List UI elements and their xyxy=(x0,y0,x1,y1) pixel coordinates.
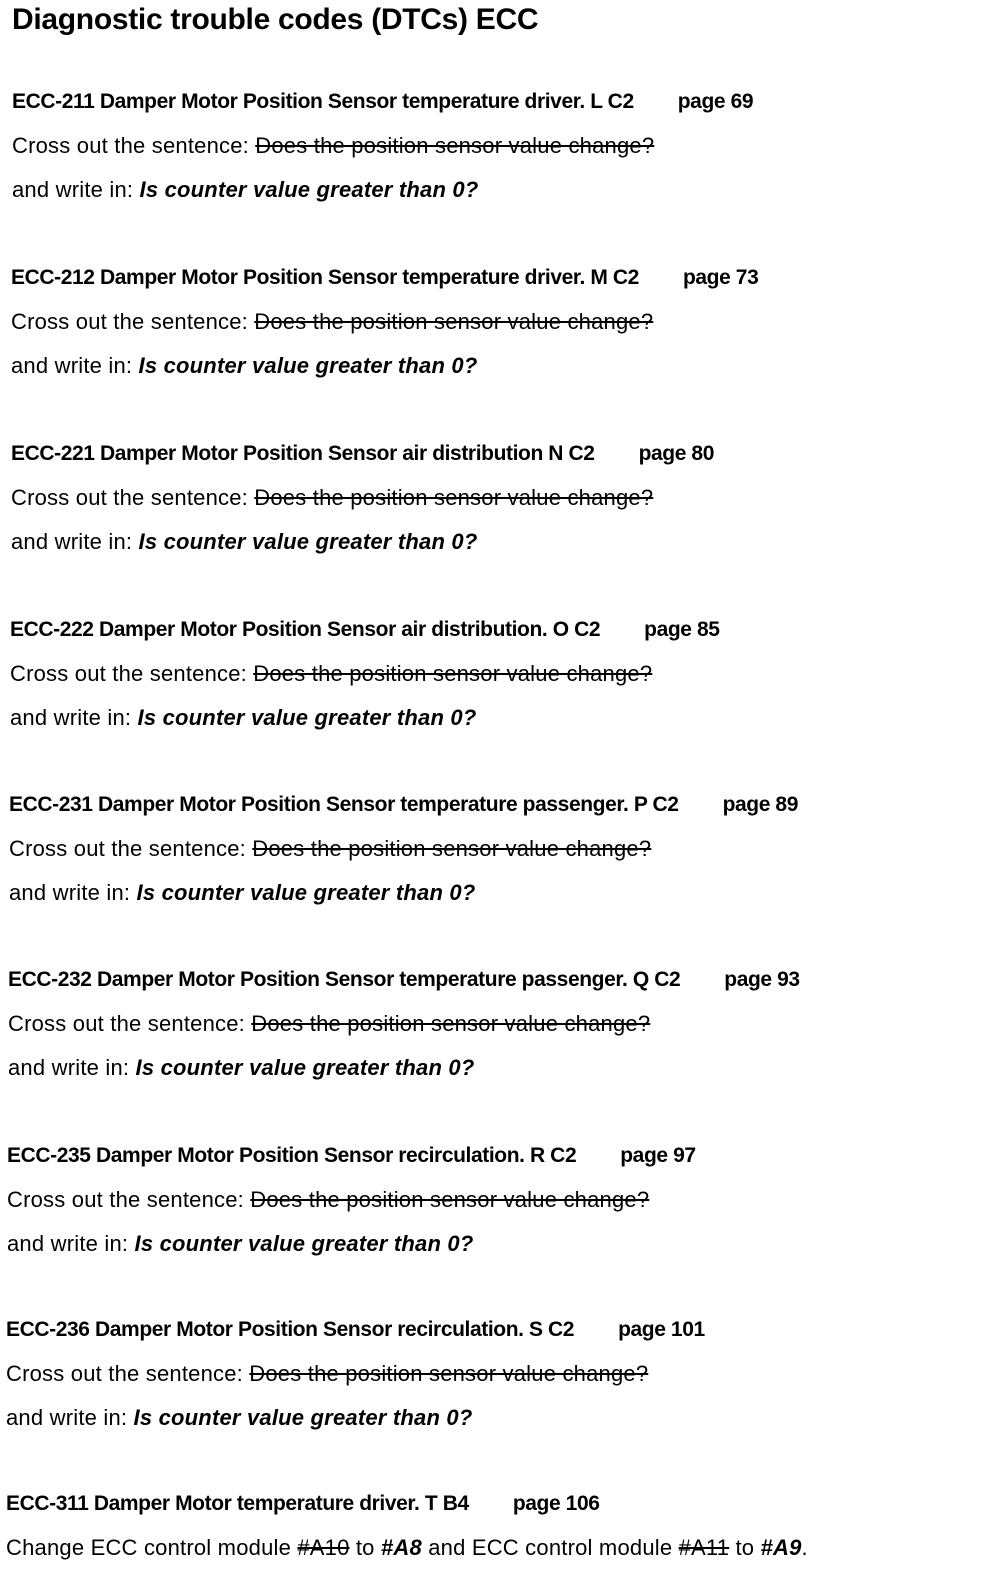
dtc-heading xyxy=(6,1490,986,1518)
dtc-heading xyxy=(8,966,988,994)
dtc-title: ECC-231 Damper Motor Position Sensor temperature passenger. P C2 xyxy=(9,793,679,816)
write-in-label: and write in: xyxy=(7,1231,129,1256)
write-in-label: and write in: xyxy=(8,1055,130,1080)
dtc-entry xyxy=(8,966,988,1082)
dtc-title: ECC-232 Damper Motor Position Sensor temperature passenger. Q C2 xyxy=(8,968,681,991)
cross-out-label: Cross out the sentence: xyxy=(10,661,247,686)
cross-out-label: Cross out the sentence: xyxy=(11,309,248,334)
write-in-line xyxy=(8,1054,988,1082)
dtc-heading xyxy=(7,1142,987,1170)
page-reference: page 106 xyxy=(512,1492,600,1515)
dtc-title: ECC-236 Damper Motor Position Sensor recirculation. S C2 xyxy=(6,1318,575,1341)
dtc-title: ECC-311 Damper Motor temperature driver. T B4 xyxy=(6,1492,469,1515)
old-module-2: #A11 xyxy=(678,1535,730,1560)
write-in-line xyxy=(11,352,991,380)
write-in-label: and write in: xyxy=(12,177,134,202)
cross-out-line xyxy=(8,1010,988,1038)
page-reference: page 69 xyxy=(677,90,754,113)
dtc-title: ECC-211 Damper Motor Position Sensor temperature driver. L C2 xyxy=(12,90,634,113)
cross-out-line xyxy=(11,308,991,336)
dtc-heading xyxy=(6,1316,986,1344)
cross-out-line xyxy=(10,660,990,688)
dtc-heading xyxy=(11,440,991,468)
dtc-entry xyxy=(6,1316,986,1432)
replacement-sentence: Is counter value greater than 0? xyxy=(137,705,477,730)
replacement-sentence: Is counter value greater than 0? xyxy=(138,529,478,554)
replacement-sentence: Is counter value greater than 0? xyxy=(133,1405,473,1430)
cross-out-label: Cross out the sentence: xyxy=(12,133,249,158)
replacement-sentence: Is counter value greater than 0? xyxy=(139,177,479,202)
replacement-sentence: Is counter value greater than 0? xyxy=(136,880,476,905)
cross-out-label: Cross out the sentence: xyxy=(7,1187,244,1212)
replacement-sentence: Is counter value greater than 0? xyxy=(134,1231,474,1256)
write-in-label: and write in: xyxy=(9,880,131,905)
cross-out-label: Cross out the sentence: xyxy=(8,1011,245,1036)
dtc-title: ECC-235 Damper Motor Position Sensor recirculation. R C2 xyxy=(7,1144,577,1167)
struck-sentence: Does the position sensor value change? xyxy=(253,661,653,686)
dtc-title: ECC-212 Damper Motor Position Sensor temperature driver. M C2 xyxy=(11,266,639,289)
new-module-2: #A9 xyxy=(760,1535,802,1560)
cross-out-line xyxy=(6,1360,986,1388)
dtc-heading xyxy=(11,264,991,292)
old-module-1: #A10 xyxy=(297,1535,350,1560)
write-in-label: and write in: xyxy=(11,529,133,554)
page-reference: page 85 xyxy=(644,618,720,641)
page-reference: page 80 xyxy=(638,442,714,465)
page-title: Diagnostic trouble codes (DTCs) ECC xyxy=(12,3,539,36)
dtc-entry xyxy=(10,616,990,732)
dtc-heading xyxy=(10,616,990,644)
dtc-entry xyxy=(9,791,989,907)
write-in-line xyxy=(7,1230,987,1258)
replacement-sentence: Is counter value greater than 0? xyxy=(138,353,478,378)
struck-sentence: Does the position sensor value change? xyxy=(250,1187,650,1212)
write-in-line xyxy=(10,704,990,732)
write-in-line xyxy=(12,176,992,204)
write-in-label: and write in: xyxy=(10,705,132,730)
page-reference: page 93 xyxy=(724,968,800,991)
dtc-title: ECC-222 Damper Motor Position Sensor air distribution. O C2 xyxy=(10,618,601,641)
replacement-sentence: Is counter value greater than 0? xyxy=(135,1055,475,1080)
write-in-line xyxy=(9,879,989,907)
dtc-title: ECC-221 Damper Motor Position Sensor air distribution N C2 xyxy=(11,442,595,465)
period: . xyxy=(801,1535,808,1560)
dtc-entry xyxy=(12,88,992,204)
to-word-1: to xyxy=(355,1535,375,1560)
struck-sentence: Does the position sensor value change? xyxy=(249,1361,649,1386)
dtc-heading xyxy=(12,88,992,116)
struck-sentence: Does the position sensor value change? xyxy=(252,836,652,861)
write-in-label: and write in: xyxy=(11,353,133,378)
cross-out-line xyxy=(11,484,991,512)
dtc-entry xyxy=(11,440,991,556)
cross-out-line xyxy=(7,1186,987,1214)
write-in-label: and write in: xyxy=(6,1405,128,1430)
and-label: and ECC control module xyxy=(428,1535,673,1560)
write-in-line xyxy=(6,1404,986,1432)
cross-out-line xyxy=(9,835,989,863)
change-label: Change ECC control module xyxy=(6,1535,292,1560)
page-reference: page 73 xyxy=(682,266,759,289)
struck-sentence: Does the position sensor value change? xyxy=(254,485,654,510)
struck-sentence: Does the position sensor value change? xyxy=(251,1011,651,1036)
cross-out-label: Cross out the sentence: xyxy=(9,836,246,861)
page-reference: page 89 xyxy=(722,793,798,816)
new-module-1: #A8 xyxy=(380,1535,422,1560)
module-change-line xyxy=(6,1534,986,1562)
write-in-line xyxy=(11,528,991,556)
to-word-2: to xyxy=(735,1535,755,1560)
cross-out-label: Cross out the sentence: xyxy=(11,485,248,510)
page-reference: page 101 xyxy=(618,1318,705,1341)
dtc-heading xyxy=(9,791,989,819)
dtc-entry xyxy=(11,264,991,380)
dtc-entry-final xyxy=(6,1490,986,1562)
cross-out-label: Cross out the sentence: xyxy=(6,1361,243,1386)
dtc-entry xyxy=(7,1142,987,1258)
struck-sentence: Does the position sensor value change? xyxy=(254,309,654,334)
cross-out-line xyxy=(12,132,992,160)
page-reference: page 97 xyxy=(620,1144,696,1167)
struck-sentence: Does the position sensor value change? xyxy=(255,133,655,158)
